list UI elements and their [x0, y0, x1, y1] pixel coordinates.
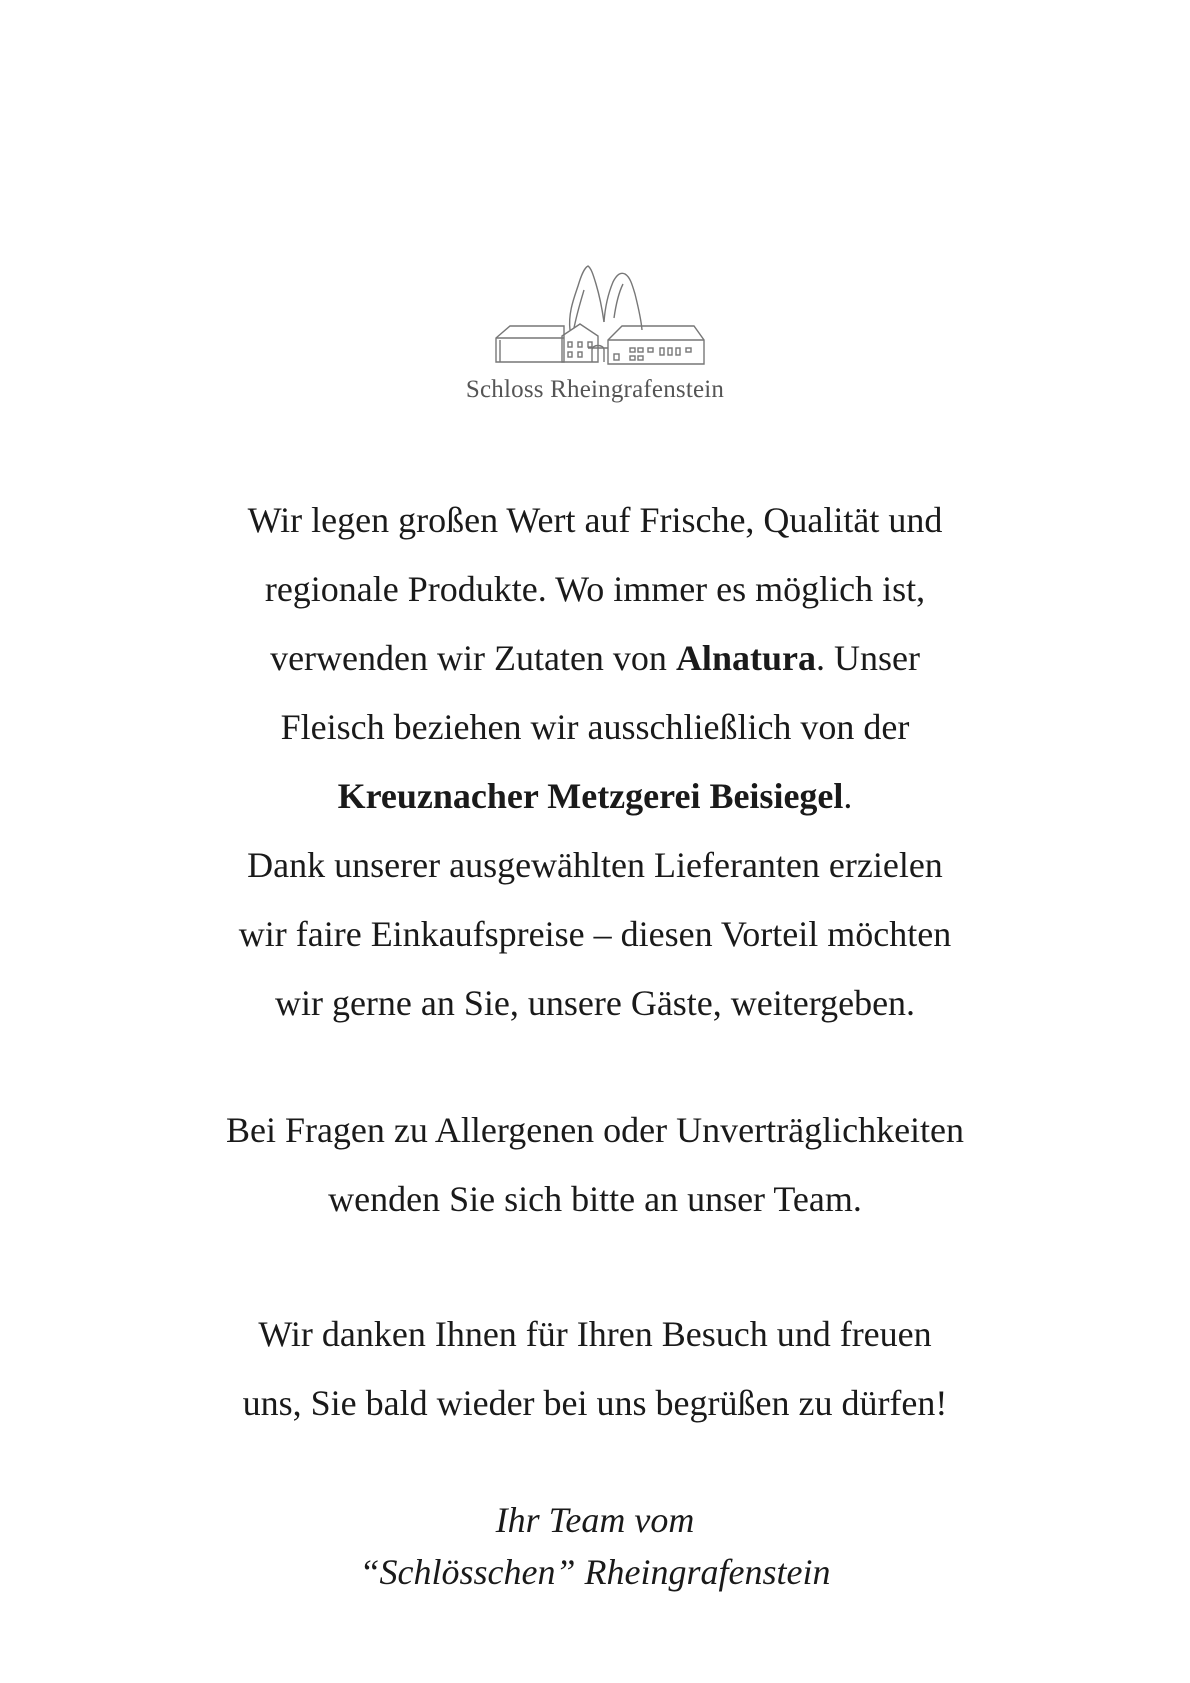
allergens-line: Bei Fragen zu Allergenen oder Unverträglichkeiten — [225, 1110, 965, 1150]
allergens-line: wenden Sie sich bitte an unser Team. — [328, 1179, 862, 1219]
signature-line: Ihr Team vom — [495, 1500, 695, 1540]
intro-line-alnatura — [0, 624, 1190, 693]
logo — [0, 258, 1190, 404]
castle-logo-icon — [480, 258, 710, 370]
allergens-paragraph — [0, 1096, 1190, 1234]
signature — [0, 1494, 1190, 1598]
intro-paragraph — [0, 486, 1190, 1038]
intro-text: . Unser — [815, 638, 920, 678]
intro-line: wir gerne an Sie, unsere Gäste, weitergeben. — [274, 983, 916, 1023]
thanks-paragraph — [0, 1300, 1190, 1438]
supplier-butcher: Kreuznacher Metzgerei Beisiegel — [337, 776, 844, 816]
intro-line: wir faire Einkaufspreise – diesen Vorteil möchten — [238, 914, 952, 954]
supplier-alnatura: Alnatura — [675, 638, 816, 678]
intro-text: verwenden wir Zutaten von — [270, 638, 676, 678]
thanks-line: uns, Sie bald wieder bei uns begrüßen zu dürfen! — [242, 1383, 948, 1423]
intro-line: Dank unserer ausgewählten Lieferanten erzielen — [247, 845, 943, 885]
signature-line: “Schlösschen” Rheingrafenstein — [359, 1552, 831, 1592]
thanks-line: Wir danken Ihnen für Ihren Besuch und freuen — [258, 1314, 932, 1354]
intro-text: . — [843, 776, 853, 816]
intro-line-butcher — [0, 762, 1190, 831]
intro-line: Fleisch beziehen wir ausschließlich von der — [280, 707, 910, 747]
logo-wordmark: Schloss Rheingrafenstein — [465, 376, 725, 403]
intro-line: Wir legen großen Wert auf Frische, Qualität und — [247, 500, 943, 540]
intro-line: regionale Produkte. Wo immer es möglich ist, — [264, 569, 926, 609]
